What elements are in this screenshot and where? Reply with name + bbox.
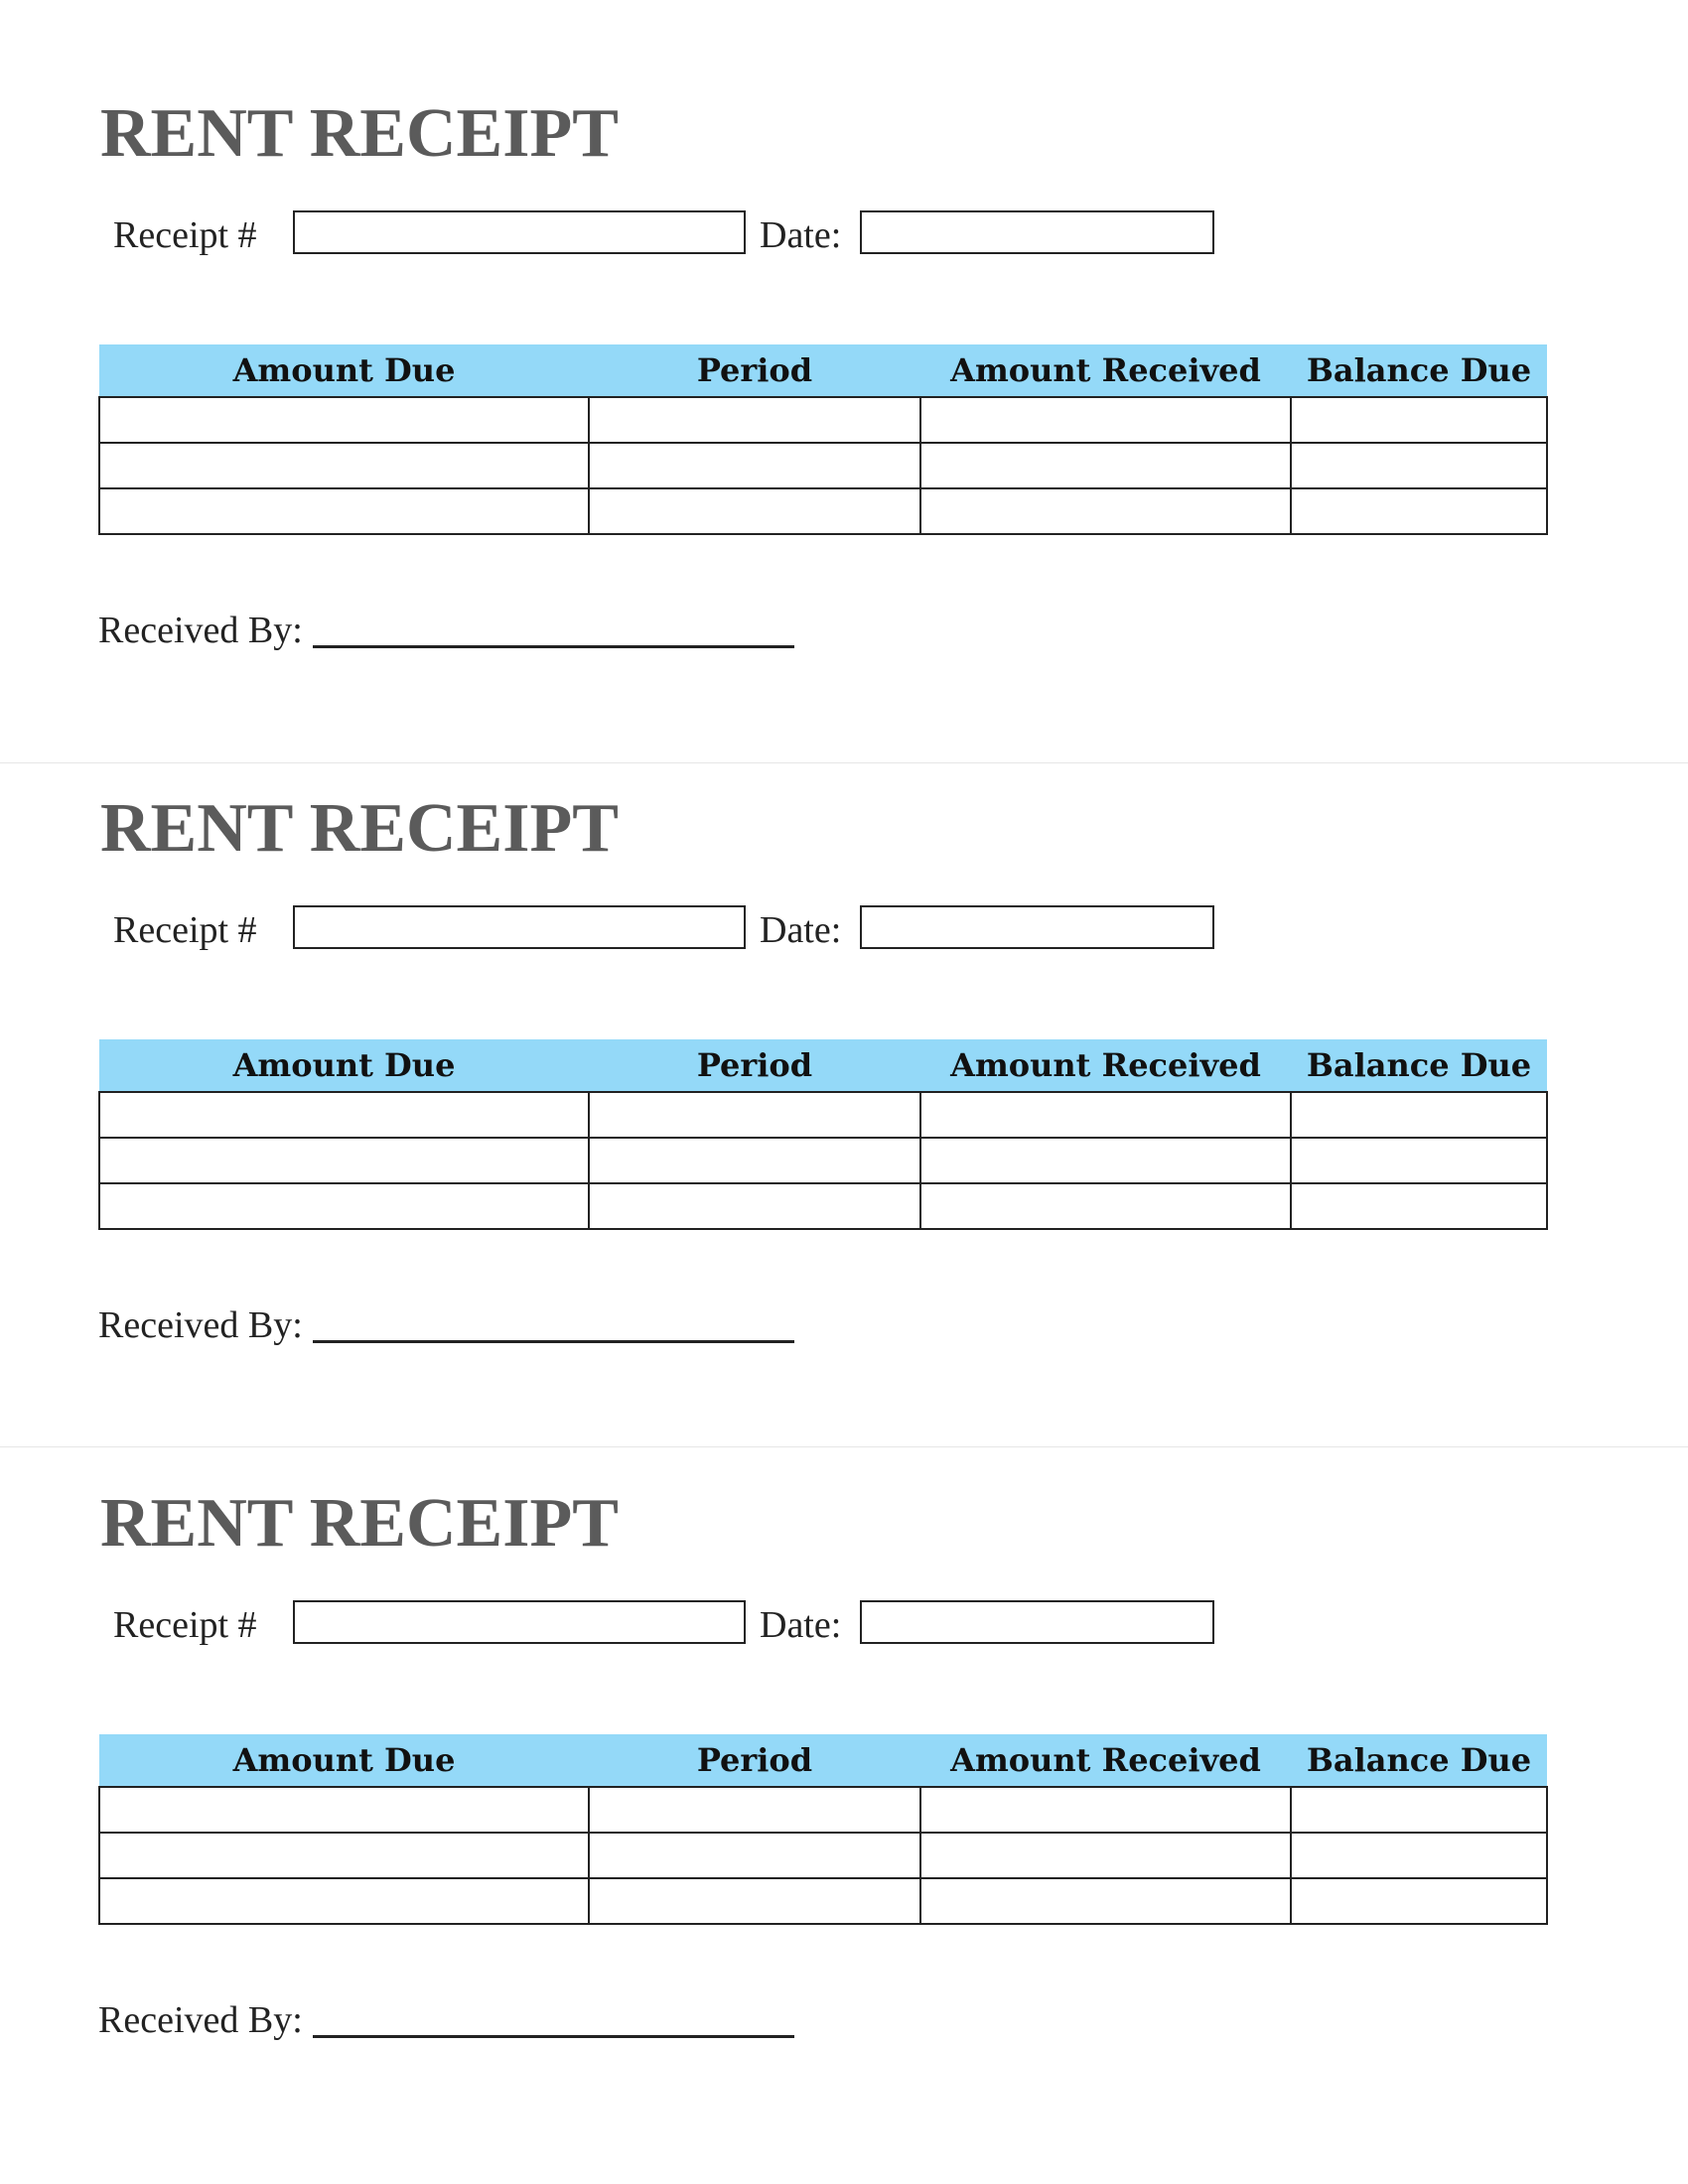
header-period: Period <box>589 344 920 397</box>
received-by-label: Received By: <box>98 610 303 651</box>
balance-due-cell[interactable] <box>1291 397 1547 443</box>
amount-received-cell[interactable] <box>920 443 1291 488</box>
table-row <box>99 1878 1547 1924</box>
header-balance-due: Balance Due <box>1291 344 1547 397</box>
balance-due-cell[interactable] <box>1291 1878 1547 1924</box>
period-cell[interactable] <box>589 1183 920 1229</box>
table-header-row <box>99 344 1547 397</box>
receipt-title: RENT RECEIPT <box>100 95 619 172</box>
table-row <box>99 1092 1547 1138</box>
amount-received-cell[interactable] <box>920 1138 1291 1183</box>
receipt-number-field[interactable] <box>293 905 746 949</box>
date-field[interactable] <box>860 905 1214 949</box>
rent-receipt-2 <box>0 695 1688 1390</box>
amount-due-cell[interactable] <box>99 443 589 488</box>
header-amount-due: Amount Due <box>99 344 589 397</box>
balance-due-cell[interactable] <box>1291 1183 1547 1229</box>
header-amount-received: Amount Received <box>920 1039 1291 1092</box>
period-cell[interactable] <box>589 1878 920 1924</box>
payment-table <box>98 344 1548 535</box>
period-cell[interactable] <box>589 1833 920 1878</box>
amount-received-cell[interactable] <box>920 1787 1291 1833</box>
table-header-row <box>99 1734 1547 1787</box>
header-period: Period <box>589 1039 920 1092</box>
received-by-signature-line[interactable] <box>313 1340 794 1343</box>
date-field[interactable] <box>860 210 1214 254</box>
amount-received-cell[interactable] <box>920 1878 1291 1924</box>
amount-received-cell[interactable] <box>920 1183 1291 1229</box>
balance-due-cell[interactable] <box>1291 1138 1547 1183</box>
table-row <box>99 1833 1547 1878</box>
date-label: Date: <box>760 214 842 256</box>
rent-receipt-1 <box>0 0 1688 695</box>
period-cell[interactable] <box>589 443 920 488</box>
table-row <box>99 1138 1547 1183</box>
amount-due-cell[interactable] <box>99 1878 589 1924</box>
amount-due-cell[interactable] <box>99 1138 589 1183</box>
amount-due-cell[interactable] <box>99 397 589 443</box>
header-balance-due: Balance Due <box>1291 1039 1547 1092</box>
amount-received-cell[interactable] <box>920 397 1291 443</box>
table-row <box>99 1183 1547 1229</box>
table-row <box>99 1787 1547 1833</box>
received-by-label: Received By: <box>98 1304 303 1346</box>
amount-received-cell[interactable] <box>920 1092 1291 1138</box>
table-header-row <box>99 1039 1547 1092</box>
balance-due-cell[interactable] <box>1291 443 1547 488</box>
table-row <box>99 397 1547 443</box>
payment-table <box>98 1734 1548 1925</box>
amount-received-cell[interactable] <box>920 1833 1291 1878</box>
payment-table <box>98 1039 1548 1230</box>
header-amount-due: Amount Due <box>99 1039 589 1092</box>
header-period: Period <box>589 1734 920 1787</box>
receipt-number-field[interactable] <box>293 1600 746 1644</box>
amount-due-cell[interactable] <box>99 1092 589 1138</box>
period-cell[interactable] <box>589 1092 920 1138</box>
balance-due-cell[interactable] <box>1291 488 1547 534</box>
table-row <box>99 488 1547 534</box>
amount-due-cell[interactable] <box>99 1833 589 1878</box>
date-label: Date: <box>760 909 842 951</box>
balance-due-cell[interactable] <box>1291 1092 1547 1138</box>
receipt-number-label: Receipt # <box>113 1604 257 1646</box>
received-by-label: Received By: <box>98 1999 303 2041</box>
date-label: Date: <box>760 1604 842 1646</box>
amount-due-cell[interactable] <box>99 1183 589 1229</box>
header-amount-due: Amount Due <box>99 1734 589 1787</box>
period-cell[interactable] <box>589 397 920 443</box>
received-by-signature-line[interactable] <box>313 2035 794 2038</box>
period-cell[interactable] <box>589 488 920 534</box>
amount-received-cell[interactable] <box>920 488 1291 534</box>
header-amount-received: Amount Received <box>920 1734 1291 1787</box>
balance-due-cell[interactable] <box>1291 1787 1547 1833</box>
receipt-number-label: Receipt # <box>113 909 257 951</box>
received-by-signature-line[interactable] <box>313 645 794 648</box>
rent-receipt-3 <box>0 1390 1688 2085</box>
period-cell[interactable] <box>589 1138 920 1183</box>
table-row <box>99 443 1547 488</box>
date-field[interactable] <box>860 1600 1214 1644</box>
period-cell[interactable] <box>589 1787 920 1833</box>
receipt-title: RENT RECEIPT <box>100 1485 619 1562</box>
amount-due-cell[interactable] <box>99 1787 589 1833</box>
receipt-number-field[interactable] <box>293 210 746 254</box>
receipt-number-label: Receipt # <box>113 214 257 256</box>
header-amount-received: Amount Received <box>920 344 1291 397</box>
header-balance-due: Balance Due <box>1291 1734 1547 1787</box>
receipt-title: RENT RECEIPT <box>100 790 619 867</box>
balance-due-cell[interactable] <box>1291 1833 1547 1878</box>
amount-due-cell[interactable] <box>99 488 589 534</box>
